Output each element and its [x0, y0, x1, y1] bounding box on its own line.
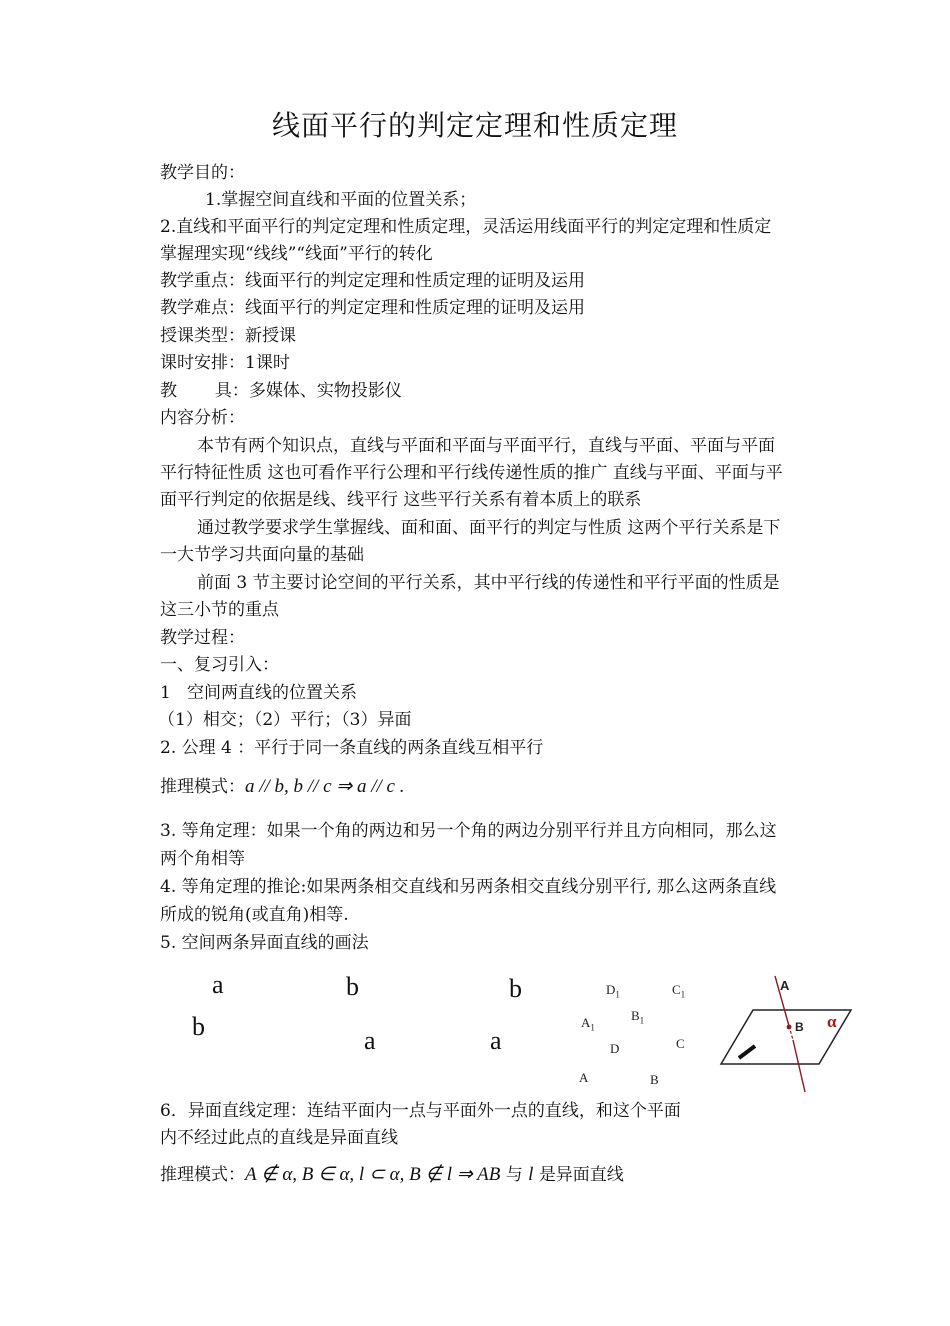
cube-vertex-a1: $A_1$ [581, 1015, 595, 1033]
skew-lines-plane-figure [715, 968, 865, 1098]
reasoning-line [160, 1164, 624, 1186]
text-line: 本节有两个知识点，直线与平面和平面与平面平行，直线与平面、平面与平面 [197, 436, 775, 456]
fig2-line-b-label: b [346, 972, 359, 1001]
text-line: 前面 3 节主要讨论空间的平行关系，其中平行线的传递性和平行平面的性质是 [197, 573, 780, 593]
plane-alpha-label: α [827, 1012, 837, 1031]
text-line: 教学重点：线面平行的判定定理和性质定理的证明及运用 [160, 271, 585, 291]
text-line: 6．异面直线定理：连结平面内一点与平面外一点的直线，和这个平面 [160, 1101, 681, 1121]
cube-vertex-b1: $B_1$ [631, 1008, 645, 1026]
text-line: 平行特征性质 这也可看作平行公理和平行线传递性质的推广 直线与平面、平面与平 [160, 463, 783, 483]
fig3-line-a-label: a [490, 1026, 502, 1055]
text-line: 教学难点：线面平行的判定定理和性质定理的证明及运用 [160, 298, 585, 318]
parallel-formula: a // b, b // c ⇒ a // c . [245, 776, 405, 797]
text-line: 5. 空间两条异面直线的画法 [160, 933, 369, 953]
text-line: 这三小节的重点 [160, 600, 279, 620]
text-line: 教学目的： [160, 163, 245, 183]
text-line: 授课类型：新授课 [160, 326, 296, 346]
text-line: 内容分析： [160, 408, 245, 428]
plane-point-a-label: A [780, 978, 790, 993]
text-line: 1.掌握空间直线和平面的位置关系； [205, 190, 477, 210]
line-ab-lower [793, 1040, 805, 1092]
text-line: 面平行判定的依据是线、线平行 这些平行关系有着本质上的联系 [160, 490, 642, 510]
fig1-line-b-label: b [192, 1012, 205, 1041]
reasoning-line [160, 776, 404, 798]
text-line: 课时安排：1课时 [160, 353, 290, 373]
text-line: 1 空间两直线的位置关系 [160, 683, 358, 703]
text-line: （1）相交；（2）平行；（3）异面 [158, 710, 412, 730]
text-line: 掌握理实现“线线”“线面”平行的转化 [160, 244, 433, 264]
cube-vertex-a: A [579, 1070, 589, 1085]
plane-point-b-label: B [795, 1020, 804, 1034]
reasoning-prefix: 推理模式： [160, 777, 245, 797]
reasoning-prefix: 推理模式： [160, 1165, 245, 1185]
skew-formula-l: l [528, 1164, 534, 1185]
skew-formula-and: 与 [505, 1165, 523, 1185]
skew-formula: A ∉ α, B ∈ α, l ⊂ α, B ∉ l ⇒ AB [245, 1164, 501, 1185]
page-title: 线面平行的判定定理和性质定理 [271, 109, 678, 142]
cube-vertex-d1: $D_1$ [606, 982, 620, 1000]
fig2-line-a-label: a [364, 1026, 376, 1055]
cube-vertex-c: C [676, 1036, 685, 1051]
text-line: 2.直线和平面平行的判定定理和性质定理，灵活运用线面平行的判定定理和性质定 [160, 217, 772, 237]
text-line: 内不经过此点的直线是异面直线 [160, 1128, 398, 1148]
text-line: 2. 公理 4 ：平行于同一条直线的两条直线互相平行 [160, 738, 544, 758]
cube-vertex-d: D [610, 1041, 620, 1056]
text-line: 教 具：多媒体、实物投影仪 [160, 381, 402, 401]
cube-vertex-c1: $C_1$ [672, 982, 686, 1000]
fig1-line-a-label: a [212, 970, 224, 999]
fig3-line-b-label: b [509, 974, 522, 1003]
text-line: 一大节学习共面向量的基础 [160, 545, 364, 565]
text-line: 通过教学要求学生掌握线、面和面、面平行的判定与性质 这两个平行关系是下 [197, 518, 781, 538]
cube-vertex-b: B [650, 1072, 659, 1087]
text-line: 所成的锐角(或直角)相等. [160, 905, 349, 925]
text-line: 教学过程： [160, 628, 245, 648]
text-line: 4. 等角定理的推论:如果两条相交直线和另两条相交直线分别平行, 那么这两条直线 [160, 877, 777, 897]
text-line: 3. 等角定理：如果一个角的两边和另一个角的两边分别平行并且方向相同，那么这 [160, 821, 777, 841]
skew-formula-suffix: 是异面直线 [538, 1165, 624, 1185]
point-b [787, 1025, 792, 1030]
text-line: 一、复习引入： [160, 655, 279, 675]
text-line: 两个角相等 [160, 849, 245, 869]
